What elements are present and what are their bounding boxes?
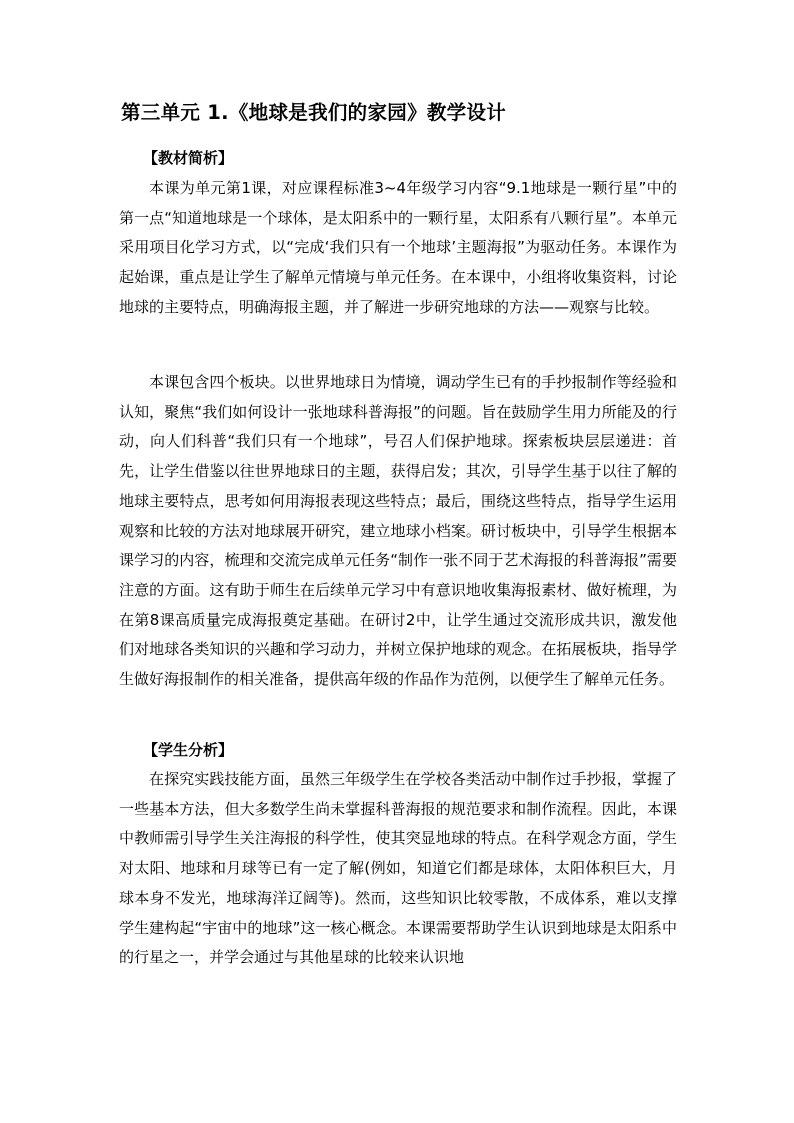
section-heading-textbook-analysis: 【教材简析】 (143, 149, 234, 167)
paragraph-student-analysis-1: 在探究实践技能方面，虽然三年级学生在学校各类活动中制作过手抄报，掌握了一些基本方法，但大多数学生尚未掌握科普海报的规范要求和制作流程。因此，本课中教师需引导学生关注海报的科学性，使其突显地球的特点。在科学观念方面，学生对太阳、地球和月球等已有一定了解(例如，知道它们都是球体，太阳体积巨大，月球本身不发光，地球海洋辽阔等)。然而，这些知识比较零散，不成体系，难以支撑学生建构起“宇宙中的地球”这一核心概念。本课需要帮助学生认识到地球是太阳系中的行星之一，并学会通过与其他星球的比较来认识地 (119, 770, 677, 967)
section-heading-student-analysis: 【学生分析】 (143, 741, 234, 759)
document-title: 第三单元 1.《地球是我们的家园》教学设计 (121, 101, 507, 124)
paragraph-textbook-analysis-2: 本课包含四个板块。以世界地球日为情境，调动学生已有的手抄报制作等经验和认知，聚焦“我们如何设计一张地球科普海报”的问题。旨在鼓励学生用力所能及的行动，向人们科普“我们只有一个地球”，号召人们保护地球。探索板块层层递进：首先，让学生借鉴以往世界地球日的主题，获得启发；其次，引导学生基于以往了解的地球主要特点，思考如何用海报表现这些特点；最后，围绕这些特点，指导学生运用观察和比较的方法对地球展开研究，建立地球小档案。研讨板块中，引导学生根据本课学习的内容，梳理和交流完成单元任务“制作一张不同于艺术海报的科普海报”需要注意的方面。这有助于师生在后续单元学习中有意识地收集海报素材、做好梳理，为在第8课高质量完成海报奠定基础。在研讨2中，让学生通过交流形成共识，激发他们对地球各类知识的兴趣和学习动力，并树立保护地球的观念。在拓展板块，指导学生做好海报制作的相关准备，提供高年级的作品作为范例，以便学生了解单元任务。 (119, 373, 677, 689)
paragraph-textbook-analysis-1: 本课为单元第1课，对应课程标准3~4年级学习内容“9.1地球是一颗行星”中的第一点“知道地球是一个球体，是太阳系中的一颗行星，太阳系有八颗行星”。本单元采用项目化学习方式，以“完成‘我们只有一个地球’主题海报”为驱动任务。本课作为起始课，重点是让学生了解单元情境与单元任务。在本课中，小组将收集资料，讨论地球的主要特点，明确海报主题，并了解进一步研究地球的方法——观察与比较。 (119, 179, 677, 316)
